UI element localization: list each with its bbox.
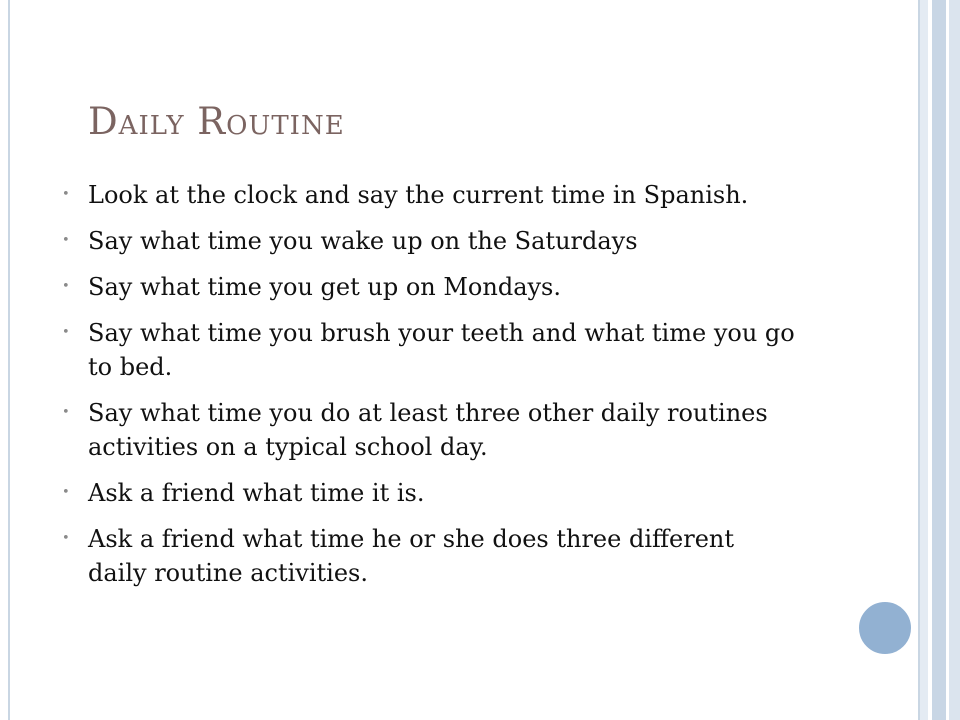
bullet-dot-icon: • — [62, 187, 70, 202]
bullet-text: Look at the clock and say the current time in Spanish. — [88, 181, 749, 209]
bullet-item — [60, 270, 800, 304]
bullet-item — [60, 316, 800, 384]
bullet-dot-icon: • — [62, 531, 70, 546]
bullet-text: Say what time you do at least three other daily routines activities on a typical school day. — [88, 399, 768, 461]
bullet-item — [60, 224, 800, 258]
side-band — [949, 0, 960, 720]
decorative-circle — [856, 599, 914, 657]
bullet-text: Say what time you get up on Mondays. — [88, 273, 562, 301]
bullet-text: Say what time you brush your teeth and what time you go to bed. — [88, 319, 795, 381]
bullet-item — [60, 396, 800, 464]
bullet-dot-icon: • — [62, 485, 70, 500]
bullet-dot-icon: • — [62, 325, 70, 340]
bullet-item — [60, 522, 800, 590]
bullet-text: Say what time you wake up on the Saturdays — [88, 227, 638, 255]
bullet-dot-icon: • — [62, 279, 70, 294]
bullet-text: Ask a friend what time it is. — [88, 479, 425, 507]
bullet-list — [60, 178, 800, 602]
side-band — [932, 0, 946, 720]
bullet-item — [60, 178, 800, 212]
slide-title: Daily Routine — [88, 100, 345, 143]
side-band — [920, 0, 928, 720]
bullet-item — [60, 476, 800, 510]
bullet-dot-icon: • — [62, 233, 70, 248]
bullet-dot-icon: • — [62, 405, 70, 420]
decorative-side-bands — [920, 0, 960, 720]
bullet-text: Ask a friend what time he or she does three different daily routine activities. — [88, 525, 735, 587]
